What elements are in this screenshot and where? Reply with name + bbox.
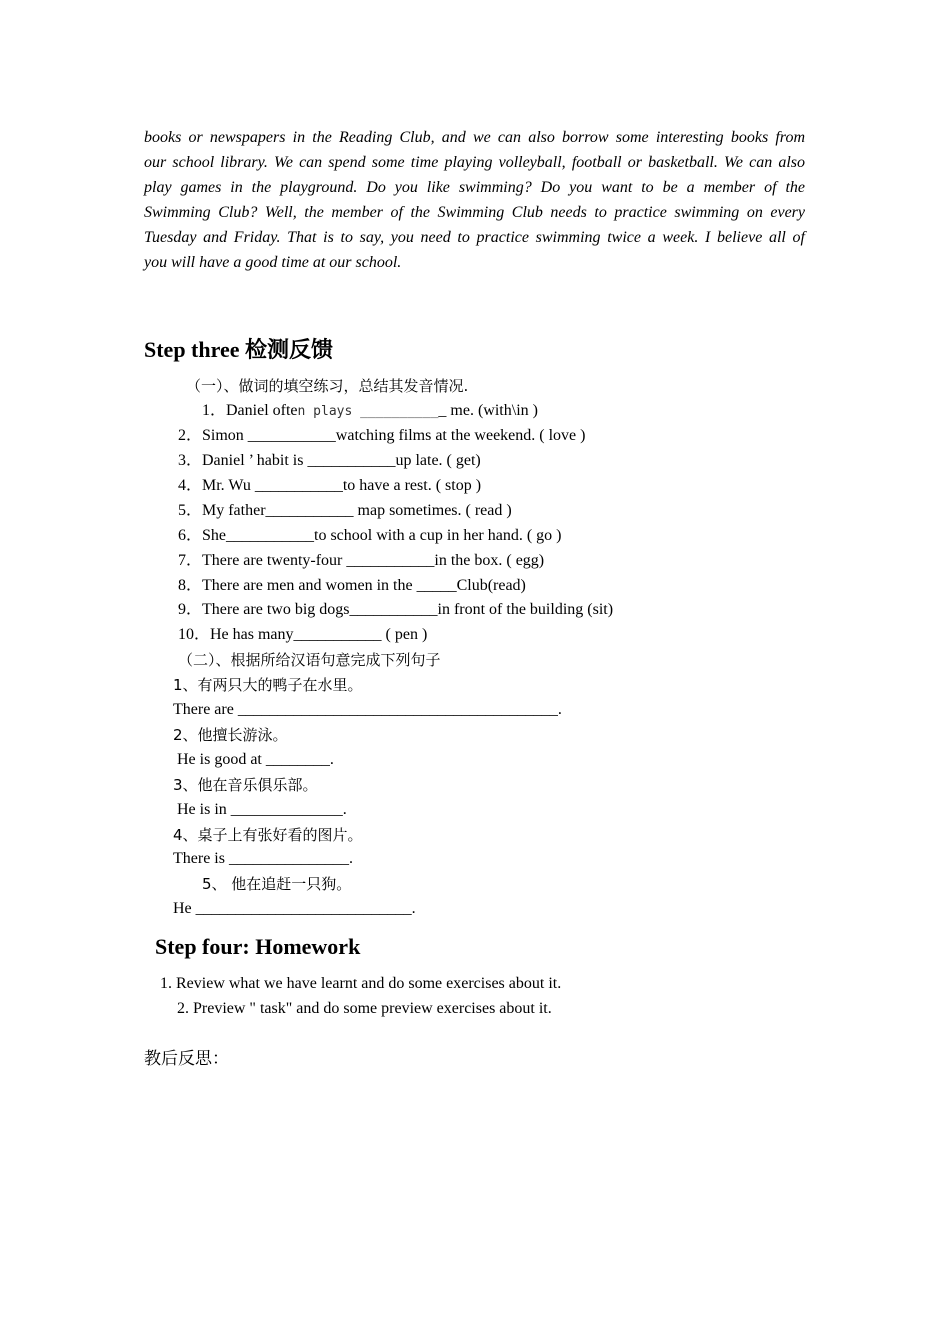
homework-item: 2. Preview " task" and do some preview exercises about it. [177,1000,552,1017]
translation-prompt: 3、他在音乐俱乐部。 [173,776,318,794]
passage-line: our school library. We can spend some time playing volleyball, football or basketball. We can also [144,154,805,171]
exercise-item: 3．Daniel ’ habit is ___________up late. ( get) [178,452,481,469]
exercise-item: 7．There are twenty-four ___________in the box. ( egg) [178,552,545,569]
passage-line: you will have a good time at our school. [144,254,402,271]
translation-prompt: 5、 他在追赶一只狗。 [202,875,352,893]
exercise-item: 5．My father___________ map sometimes. ( read ) [178,502,512,519]
translation-answer: There is _______________. [173,850,353,867]
exercise-item-1-blank: n plays __________ [297,404,439,419]
translation-prompt: 2、他擅长游泳。 [173,726,288,744]
passage-line: Swimming Club? Well, the member of the Swimming Club needs to practice swimming on every [144,204,805,221]
exercise-item: 10．He has many___________ ( pen ) [178,626,428,643]
passage-line: Tuesday and Friday. That is to say, you need to practice swimming twice a week. I believe all of [144,229,805,246]
reflection-label: 教后反思： [144,1049,229,1069]
part-two-title: （二）、根据所给汉语句意完成下列句子 [178,651,441,669]
reading-passage [144,125,805,275]
translation-prompt: 1、有两只大的鸭子在水里。 [173,676,363,694]
translation-answer: There are ________________________________________. [173,701,562,718]
passage-line: play games in the playground. Do you like swimming? Do you want to be a member of the [144,179,805,196]
exercise-item: 4．Mr. Wu ___________to have a rest. ( stop ) [178,477,482,494]
part-one-title: （一）、做词的填空练习，总结其发音情况. [186,377,469,395]
exercise-item-1-suffix: _ me. (with\in ) [438,402,538,419]
exercise-item: 2．Simon ___________watching films at the weekend. ( love ) [178,427,586,444]
exercise-item: 9．There are two big dogs___________in front of the building (sit) [178,601,614,618]
passage-line: books or newspapers in the Reading Club, and we can also borrow some interesting books from [144,129,805,146]
translation-answer: He is in ______________. [177,801,347,818]
step-three-heading: Step three 检测反馈 [144,337,334,362]
exercise-item: 8．There are men and women in the _____Club(read) [178,577,526,594]
translation-answer: He ___________________________. [173,900,416,917]
exercise-item-1-prefix: 1．Daniel ofte [202,402,298,419]
step-four-heading: Step four: Homework [155,934,361,959]
translation-prompt: 4、桌子上有张好看的图片。 [173,826,363,844]
exercise-item-1 [202,401,538,422]
homework-item: 1. Review what we have learnt and do some exercises about it. [160,975,562,992]
exercise-item: 6．She___________to school with a cup in her hand. ( go ) [178,527,562,544]
translation-answer: He is good at ________. [177,751,334,768]
